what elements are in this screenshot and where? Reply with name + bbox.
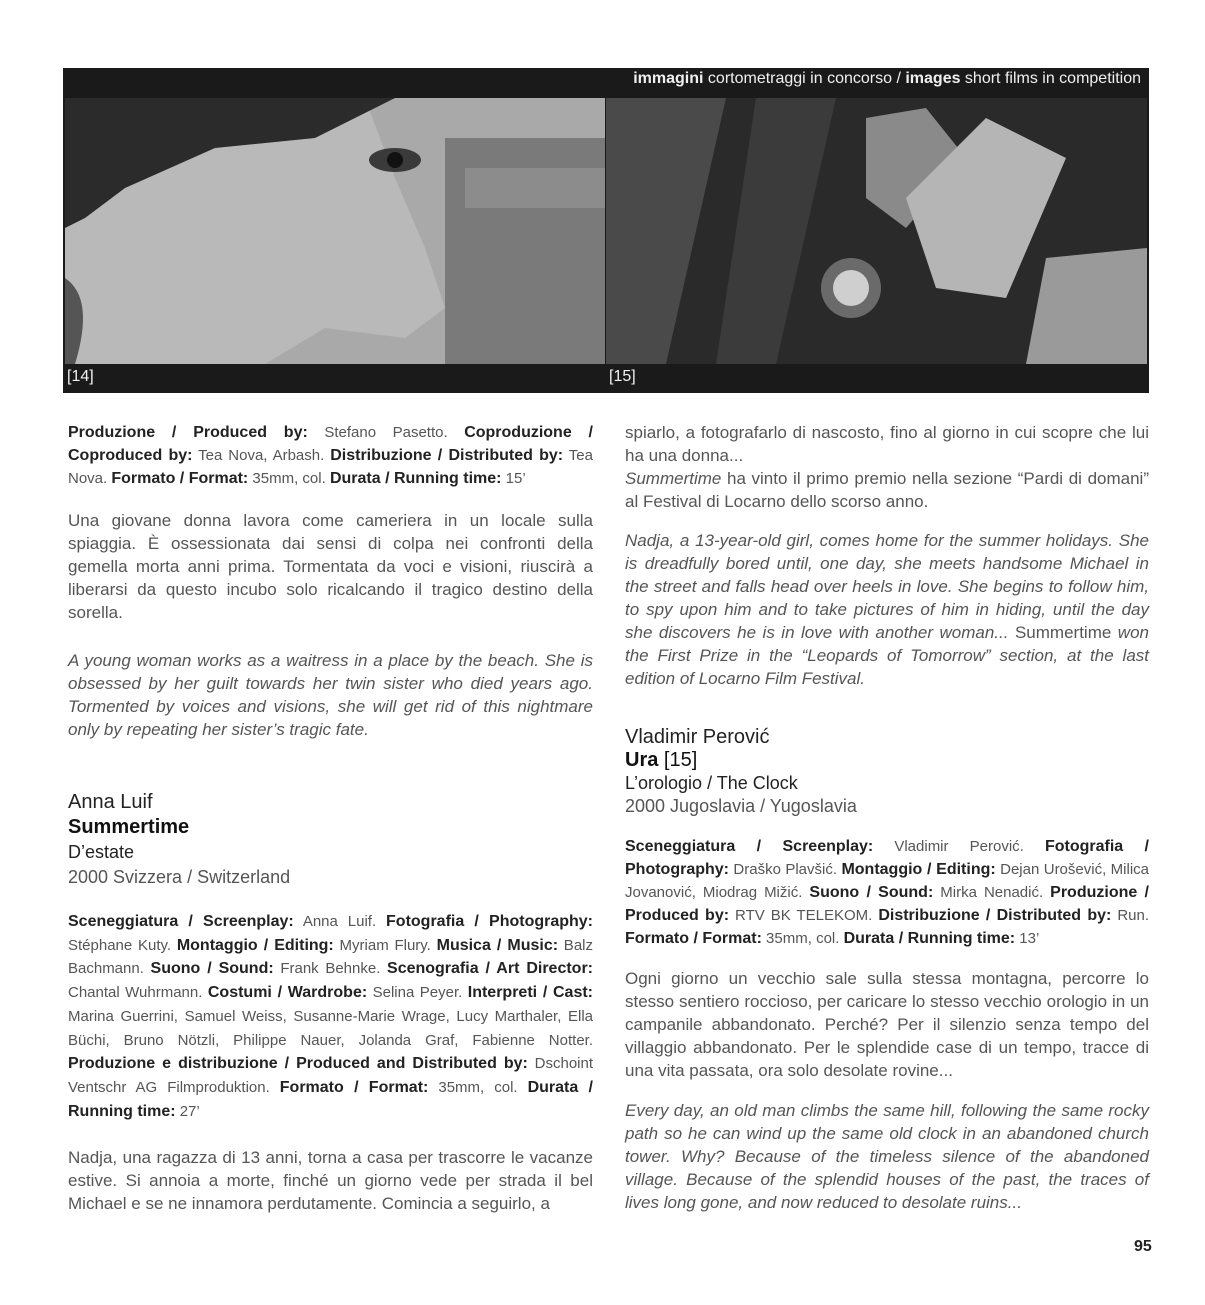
right-synopsis-en: Nadja, a 13-year-old girl, comes home for the summer holidays. She is dreadfully bored until, one day, she meets handsome Michael in the street and falls head over heels in love. She begins to follow him, to spy upon him and to take pictures of him in hiding, until the day she discovers he is in love with another woman... Summertime won the First Prize in the “Leopards of Tomorrow” section, at the last edition of Locarno Film Festival. bbox=[625, 531, 1149, 688]
right-synopsis2-en: Every day, an old man climbs the same hill, following the same rocky path so he can wind up the same old clock in an abandoned church tower. Why? Because of the timeless silence of the abandoned village. Because of the splendid houses of the past, the traces of lives long gone, and now reduced to desolate ruins... bbox=[625, 1101, 1149, 1212]
film-header-summertime bbox=[68, 790, 593, 890]
image-label-15: [15] bbox=[609, 368, 636, 385]
film-title: Summertime bbox=[68, 816, 190, 838]
image-label-14: [14] bbox=[67, 368, 94, 385]
film-still-15 bbox=[606, 98, 1147, 364]
film-alt-title: D’estate bbox=[68, 842, 135, 862]
left-credits-2: Sceneggiatura / Screenplay: Anna Luif. Fotografia / Photography: Stéphane Kuty. Montaggio / Editing: Myriam Flury. Musica / Music: Balz Bachmann. Suono / Sound: Frank Behnke. Scenografia / Art Director: Chantal Wuhrmann. Costumi / Wardrobe: Selina Peyer. Interpreti / Cast: Marina Guerrini, Samuel Weiss, Susanne-Marie Wrage, Lucy Marthaler, Ella Büchi, Bruno Nötzli, Philippe Nauer, Jolanda Graf, Fabienne Notter. Produzione e distribuzione / Produced and Distributed by: Dschoint Ventschr AG Filmproduktion. Formato / Format: 35mm, col. Durata / Running time: 27’ bbox=[68, 913, 594, 1120]
right-credits: Sceneggiatura / Screenplay: Vladimir Perović. Fotografia / Photography: Draško Plavšić. Montaggio / Editing: Dejan Urošević, Milica Jovanović, Miodrag Mižić. Suono / Sound: Mirka Nenadić. Produzione / Produced by: RTV BK TELEKOM. Distribuzione / Distributed by: Run. Formato / Format: 35mm, col. Durata / Running time: 13’ bbox=[625, 838, 1150, 947]
prize-text-it: Summertime ha vinto il primo premio nella sezione “Pardi di domani” al Festival di Locarno dello scorso anno. bbox=[625, 469, 1149, 511]
right-continued-it bbox=[625, 421, 1149, 513]
banner-caption: immagini cortometraggi in concorso / images short films in competition bbox=[633, 70, 1141, 87]
image-banner bbox=[63, 68, 1149, 393]
left-synopsis2-it: Nadja, una ragazza di 13 anni, torna a casa per trascorre le vacanze estive. Si annoia a morte, finché un giorno vede per strada il bel Michael e se ne innamora perdutamente. Comincia a seguirlo, a bbox=[68, 1148, 593, 1213]
continued-text: spiarlo, a fotografarlo di nascosto, fino al giorno in cui scopre che lui ha una donna... bbox=[625, 423, 1149, 465]
right-synopsis-it: Ogni giorno un vecchio sale sulla stessa montagna, percorre lo stesso sentiero roccioso, per caricare lo stesso vecchio orologio in un campanile abbandonato. Perché? Per il silenzio senza tempo del villaggio abbandonato. Per le splendide case di un tempo, tracce di una vita passata, ora solo desolate rovine... bbox=[625, 969, 1149, 1080]
director-name: Vladimir Perović bbox=[625, 726, 770, 748]
left-credits-1: Produzione / Produced by: Stefano Pasetto. Coproduzione / Coproduced by: Tea Nova, Arbash. Distribuzione / Distributed by: Tea Nova. Formato / Format: 35mm, col. Durata / Running time: 15’ bbox=[68, 424, 593, 487]
film-title: Ura [15] bbox=[625, 749, 698, 771]
film-still-14 bbox=[65, 98, 605, 364]
director-name: Anna Luif bbox=[68, 791, 153, 813]
film-year-country: 2000 Svizzera / Switzerland bbox=[68, 867, 291, 887]
left-synopsis-it: Una giovane donna lavora come cameriera in un locale sulla spiaggia. È ossessionata dai sensi di colpa nei confronti della gemella morta anni prima. Tormentata da voci e visioni, riuscirà a liberarsi da questo incubo solo ricalcando il tragico destino della sorella. bbox=[68, 511, 593, 622]
film-alt-title: L’orologio / The Clock bbox=[625, 773, 798, 793]
film-year-country: 2000 Jugoslavia / Yugoslavia bbox=[625, 796, 857, 816]
page-number: 95 bbox=[1134, 1238, 1152, 1255]
left-synopsis-en: A young woman works as a waitress in a place by the beach. She is obsessed by her guilt towards her twin sister who died years ago. Tormented by voices and visions, she will get rid of this nightmare only by repeating her sister’s tragic fate. bbox=[68, 651, 593, 739]
film-header-ura bbox=[625, 726, 1149, 818]
